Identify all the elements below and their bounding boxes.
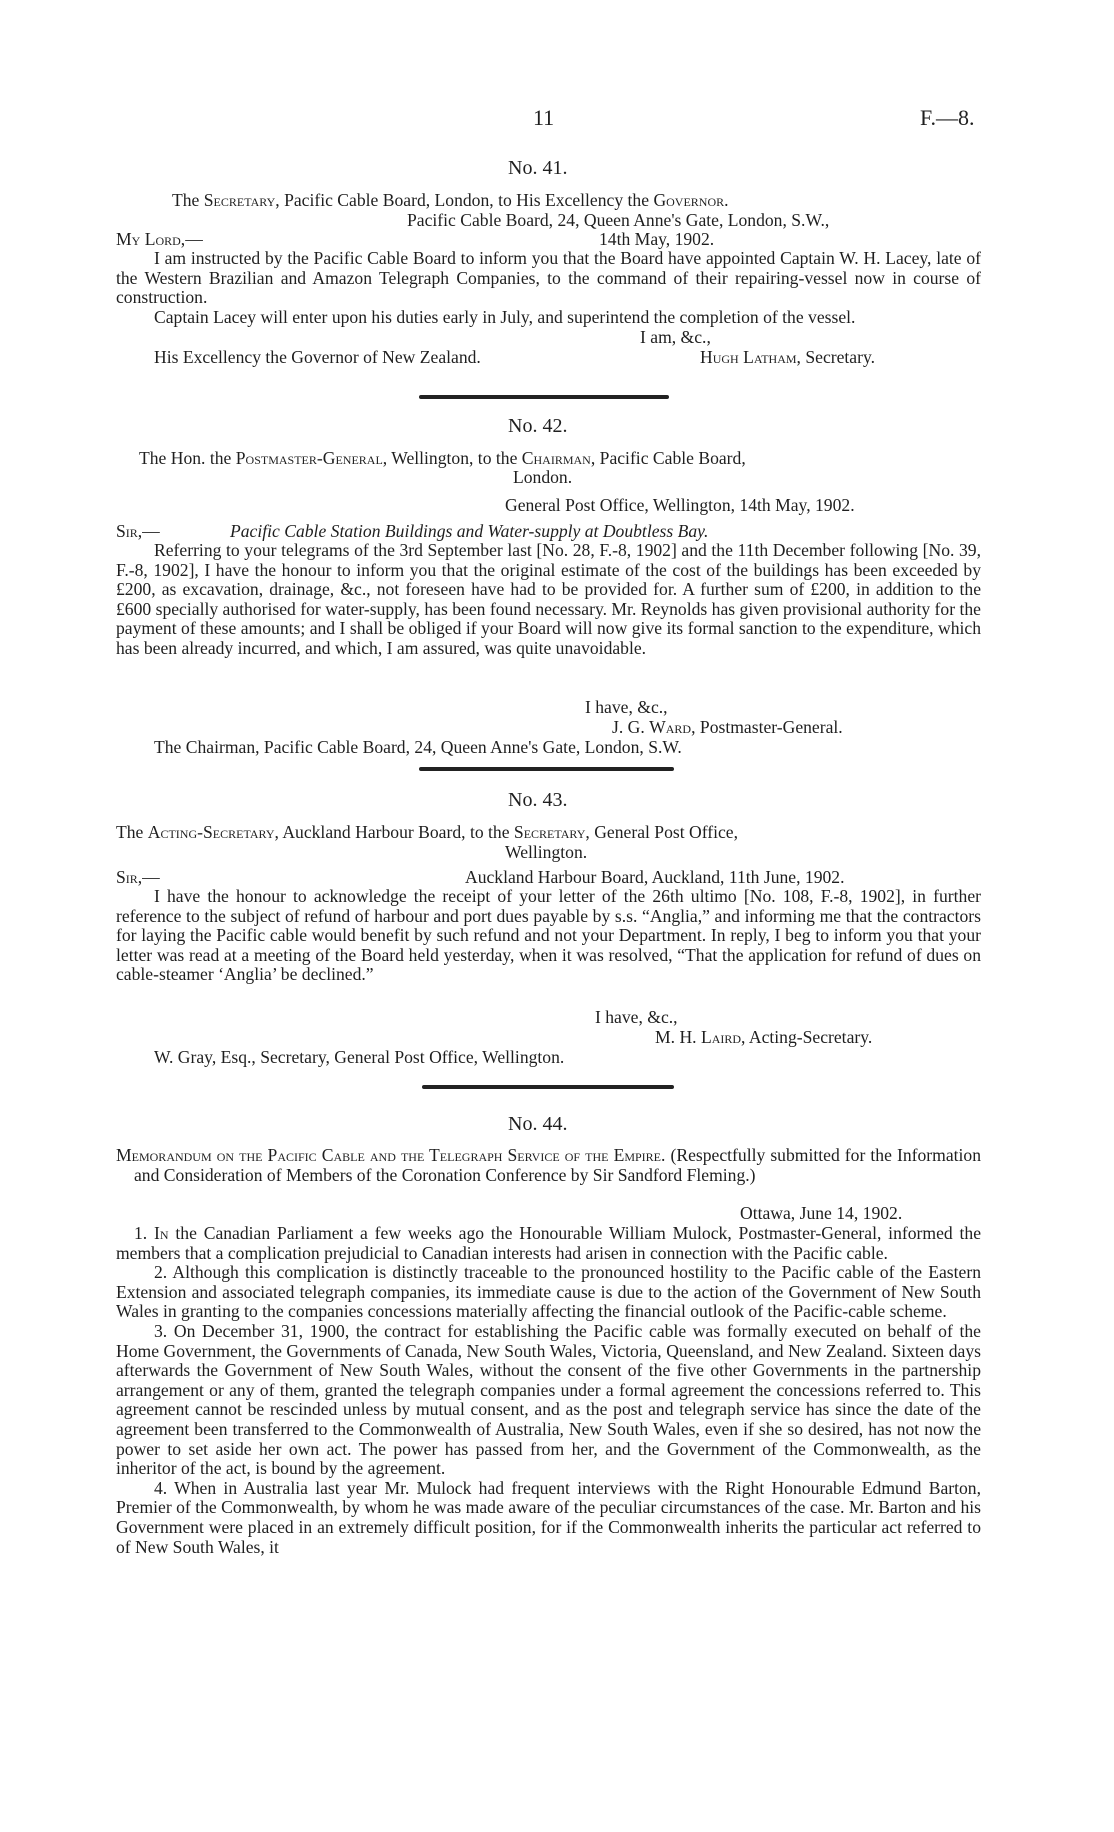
letter-43-salutation: Sir,— (116, 867, 160, 887)
letter-41-paragraph-1: I am instructed by the Pacific Cable Board to inform you that the Board have appointed Captain W. H. Lacey, late of the Western Brazilian and Amazon Telegraph Companies, to the command of their repairing-vessel now in course of construction. (116, 248, 981, 308)
letter-41-date: 14th May, 1902. (599, 229, 715, 249)
document-reference: F.—8. (920, 105, 975, 130)
letter-42-signature: J. G. Ward, Postmaster-General. (612, 717, 843, 737)
letter-43-signature: M. H. Laird, Acting-Secretary. (655, 1027, 873, 1047)
letter-43-addressee: W. Gray, Esq., Secretary, General Post Office, Wellington. (154, 1047, 565, 1067)
letter-43-address-date: Auckland Harbour Board, Auckland, 11th June, 1902. (465, 867, 845, 887)
letter-43-closing: I have, &c., (595, 1007, 678, 1027)
memo-44-place-date: Ottawa, June 14, 1902. (740, 1203, 903, 1223)
letter-42-subject: Pacific Cable Station Buildings and Water-supply at Doubtless Bay. (230, 521, 709, 541)
letter-42-address-date: General Post Office, Wellington, 14th May, 1902. (505, 495, 855, 515)
letter-42-title-line-2: London. (513, 467, 573, 487)
letter-41-salutation: My Lord,— (116, 229, 203, 249)
memo-44-number: No. 44. (508, 1113, 568, 1135)
letter-41-body (116, 249, 981, 327)
letter-41-addressee: His Excellency the Governor of New Zealand. (154, 347, 481, 367)
memo-44-paragraph-2: 2. Although this complication is distinctly traceable to the pronounced hostility to the Pacific cable of the Eastern Extension and associated telegraph companies, its immediate cause is due to the action of the Government of New South Wales in granting to the companies concessions materially affecting the financial outlook of the Pacific-cable scheme. (116, 1262, 981, 1322)
letter-42-addressee: The Chairman, Pacific Cable Board, 24, Queen Anne's Gate, London, S.W. (154, 737, 682, 757)
letter-41-signature: Hugh Latham, Secretary. (700, 347, 876, 367)
letter-43-title: The Acting-Secretary, Auckland Harbour Board, to the Secretary, General Post Office, (116, 822, 739, 842)
memo-44-body (116, 1224, 981, 1557)
letter-41-address: Pacific Cable Board, 24, Queen Anne's Gate, London, S.W., (407, 210, 830, 230)
letter-43-number: No. 43. (508, 789, 568, 811)
letter-42-title: The Hon. the Postmaster-General, Wellington, to the Chairman, Pacific Cable Board, (139, 448, 746, 468)
section-divider (422, 1085, 674, 1089)
section-divider (419, 395, 669, 399)
letter-42-closing: I have, &c., (585, 697, 668, 717)
letter-42-paragraph-1: Referring to your telegrams of the 3rd September last [No. 28, F.-8, 1902] and the 11th December following [No. 39, F.-8, 1902], I have the honour to inform you that the original estimate of the cost of the buildings has been exceeded by £200, as excavation, drainage, &c., not foreseen have had to be provided for. A further sum of £200, in addition to the £600 specially authorised for water-supply, has been found necessary. Mr. Reynolds has given provisional authority for the payment of these amounts; and I shall be obliged if your Board will now give its formal sanction to the expenditure, which has been already incurred, and which, I am assured, was quite unavoidable. (116, 540, 981, 658)
memo-44-paragraph-3: 3. On December 31, 1900, the contract for establishing the Pacific cable was formally executed on behalf of the Home Government, the Governments of Canada, New South Wales, Victoria, Queensland, and New Zealand. Sixteen days afterwards the Government of New South Wales, without the consent of the five other Governments in the partnership arrangement or any of them, granted the telegraph companies under a formal agreement the concessions referred to. This agreement cannot be rescinded unless by mutual consent, and as the post and telegraph service has since the date of the agreement been transferred to the Commonwealth of Australia, New South Wales, even if she so desired, has not now the power to set aside her own act. The power has passed from her, and the Government of the Commonwealth, as the inheritor of the act, is bound by the agreement. (116, 1320, 981, 1479)
letter-41-closing: I am, &c., (640, 327, 711, 347)
letter-42-body (116, 541, 981, 659)
section-divider (419, 767, 674, 771)
letter-43-paragraph-1: I have the honour to acknowledge the receipt of your letter of the 26th ultimo [No. 108, F.-8, 1902], in further reference to the subject of refund of harbour and port dues payable by s.s. “Anglia,” and informing me that the contractors for laying the Pacific cable would benefit by such refund and not your Department. In reply, I beg to inform you that your letter was read at a meeting of the Board held yesterday, when it was resolved, “That the application for refund of dues on cable-steamer ‘Anglia’ be declined.” (116, 886, 981, 985)
letter-41-number: No. 41. (508, 157, 568, 179)
memo-44-title: Memorandum on the Pacific Cable and the Telegraph Service of the Empire. (Respectfully submitted for the Information and Consideration of Members of the Coronation Conference by Sir Sandford Fleming.) (116, 1145, 982, 1185)
page-number: 11 (533, 105, 555, 130)
letter-42-salutation: Sir,— (116, 521, 160, 541)
letter-43-title-line-2: Wellington. (505, 842, 588, 862)
memo-44-paragraph-1: 1. In the Canadian Parliament a few weeks ago the Honourable William Mulock, Postmaster-General, informed the members that a complication prejudicial to Canadian interests had arisen in connection with the Pacific cable. (116, 1223, 981, 1263)
letter-43-body (116, 887, 981, 985)
memo-44-paragraph-4: 4. When in Australia last year Mr. Mulock had frequent interviews with the Right Honourable Edmund Barton, Premier of the Commonwealth, by whom he was made aware of the peculiar circumstances of the case. Mr. Barton and his Government were placed in an extremely difficult position, for if the Commonwealth inherits the particular act referred to of New South Wales, it (116, 1477, 981, 1557)
letter-41-title: The Secretary, Pacific Cable Board, London, to His Excellency the Governor. (172, 190, 729, 210)
letter-41-paragraph-2: Captain Lacey will enter upon his duties early in July, and superintend the completion of the vessel. (154, 306, 856, 327)
letter-42-number: No. 42. (508, 415, 568, 437)
